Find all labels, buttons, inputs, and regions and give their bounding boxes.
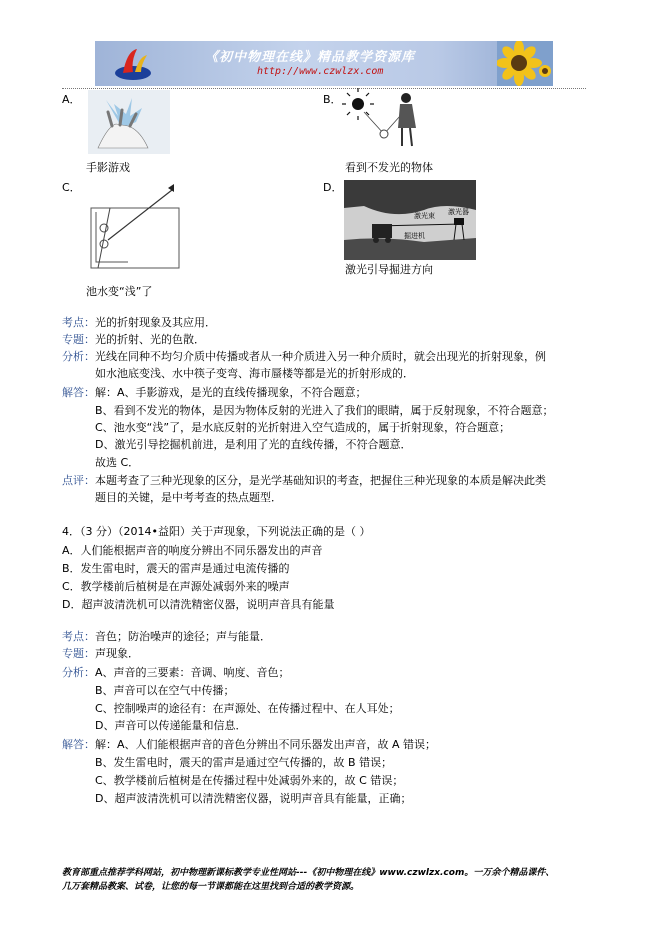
fenxi-label: 分析： xyxy=(62,350,95,363)
laser-device-label: 激光器 xyxy=(448,208,469,216)
option-c-letter: C． xyxy=(62,181,81,194)
header-banner xyxy=(95,41,553,86)
pool-refraction-image xyxy=(88,182,183,272)
header-divider xyxy=(62,88,586,89)
jieda-line-1: 解：A、人们能根据声音的音色分辨出不同乐器发出声音，故 A 错误； xyxy=(95,738,437,751)
jieda-label: 解答： xyxy=(62,386,95,399)
kaodian-label: 考点： xyxy=(62,630,95,643)
kaodian-text: 音色；防治噪声的途径；声与能量． xyxy=(95,630,271,643)
jieda-line-4: D、激光引导挖掘机前进，是利用了光的直线传播，不符合题意． xyxy=(95,438,412,451)
dianping-line-2: 题目的关键，是中考考查的热点题型． xyxy=(95,491,282,504)
kaodian-text: 光的折射现象及其应用． xyxy=(95,316,216,329)
fenxi-label: 分析： xyxy=(62,666,95,679)
footer-line-1: 教育部重点推荐学科网站，初中物理新课标教学专业性网站---《初中物理在线》www.czwlzx.com。一万余个精品课件、 xyxy=(62,868,555,878)
option-d-letter: D． xyxy=(323,181,343,194)
hand-shadow-image xyxy=(88,90,170,154)
jieda-line-3: C、教学楼前后植树是在传播过程中处减弱外来的，故 C 错误； xyxy=(95,774,404,787)
q3-zhuanti xyxy=(62,332,205,348)
zhuanti-text: 光的折射、光的色散． xyxy=(95,333,205,346)
fenxi-line-4: D、声音可以传递能量和信息． xyxy=(95,719,247,732)
kaodian-label: 考点： xyxy=(62,316,95,329)
q4-jieda xyxy=(62,737,436,753)
q4-option-b: B．发生雷电时，震天的雷声是通过电流传播的 xyxy=(62,562,290,575)
fenxi-line-3: C、控制噪声的途径有：在声源处、在传播过程中、在人耳处； xyxy=(95,702,400,715)
q4-kaodian xyxy=(62,629,271,645)
option-b-caption: 看到不发光的物体 xyxy=(345,161,433,174)
dianping-line-1: 本题考查了三种光现象的区分，是光学基础知识的考查，把握住三种光现象的本质是解决此类 xyxy=(95,474,546,487)
fenxi-line-1: A、声音的三要素：音调、响度、音色； xyxy=(95,666,290,679)
sunflower-icon xyxy=(497,41,553,86)
tunneling-machine-label: 掘进机 xyxy=(404,232,425,240)
jieda-line-3: C、池水变“浅”了，是水底反射的光折射进入空气造成的，属于折射现象，符合题意； xyxy=(95,421,511,434)
zhuanti-label: 专题： xyxy=(62,333,95,346)
zhuanti-text: 声现象． xyxy=(95,647,139,660)
jieda-line-1: 解：A、手影游戏，是光的直线传播现象，不符合题意； xyxy=(95,386,367,399)
q4-stem: 4．（3 分）（2014•益阳）关于声现象，下列说法正确的是（ ） xyxy=(62,525,371,538)
sun-girl-image xyxy=(342,88,432,150)
fenxi-line-2: B、声音可以在空气中传播； xyxy=(95,684,235,697)
laser-beam-label: 激光束 xyxy=(414,212,435,220)
footer-line-2: 几万套精品教案、试卷，让您的每一节课都能在这里找到合适的教学资源。 xyxy=(62,882,360,892)
banner-url[interactable]: http://www.czwlzx.com xyxy=(257,66,384,77)
q4-zhuanti xyxy=(62,646,139,662)
jieda-line-2: B、看到不发光的物体，是因为物体反射的光进入了我们的眼睛，属于反射现象，不符合题意； xyxy=(95,404,554,417)
q4-option-a: A．人们能根据声音的响度分辨出不同乐器发出的声音 xyxy=(62,544,323,557)
jieda-line-2: B、发生雷电时，震天的雷声是通过空气传播的，故 B 错误； xyxy=(95,756,393,769)
zhuanti-label: 专题： xyxy=(62,647,95,660)
jieda-label: 解答： xyxy=(62,738,95,751)
q4-option-c: C．教学楼前后植树是在声源处减弱外来的噪声 xyxy=(62,580,290,593)
fenxi-line-2: 如水池底变浅、水中筷子变弯、海市蜃楼等都是光的折射形成的． xyxy=(95,367,414,380)
q4-fenxi xyxy=(62,665,290,681)
option-b-letter: B． xyxy=(323,93,342,106)
banner-title: 《初中物理在线》精品教学资源库 xyxy=(205,50,416,65)
option-a-caption: 手影游戏 xyxy=(86,161,130,174)
jieda-line-4: D、超声波清洗机可以清洗精密仪器，说明声音具有能量，正确； xyxy=(95,792,412,805)
jieda-line-5: 故选 C． xyxy=(95,456,140,469)
q4-option-d: D．超声波清洗机可以清洗精密仪器，说明声音具有能量 xyxy=(62,598,335,611)
q3-fenxi xyxy=(62,349,546,365)
q3-dianping xyxy=(62,473,546,489)
option-d-caption: 激光引导掘进方向 xyxy=(345,263,433,276)
option-a-letter: A． xyxy=(62,93,81,106)
q3-kaodian xyxy=(62,315,216,331)
laser-tunnel-image xyxy=(344,180,476,260)
logo-icon xyxy=(113,45,153,83)
q3-jieda xyxy=(62,385,367,401)
dianping-label: 点评： xyxy=(62,474,95,487)
fenxi-line-1: 光线在同种不均匀介质中传播或者从一种介质进入另一种介质时，就会出现光的折射现象，例 xyxy=(95,350,546,363)
option-c-caption: 池水变“浅”了 xyxy=(86,285,153,298)
